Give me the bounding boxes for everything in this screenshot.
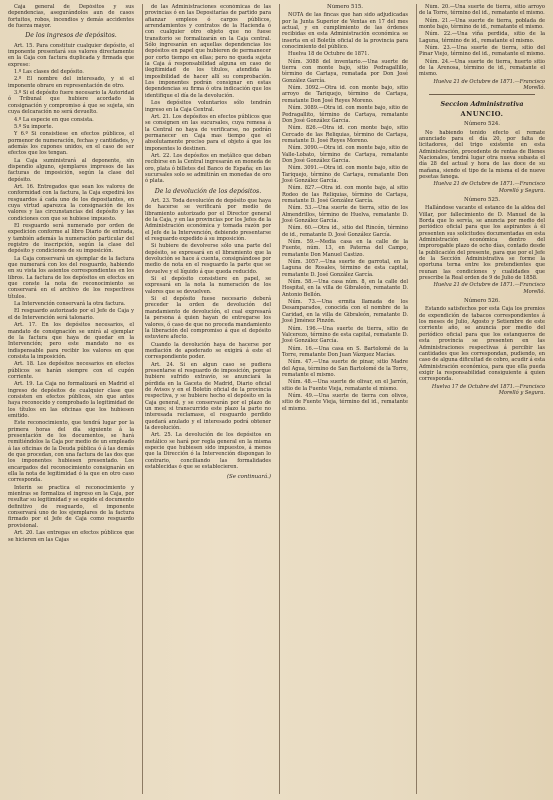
paragraph: Este reconocimiento, que tendrá lugar por la primera horas del día siguiente á la presentación de los documentos, se hará remitiéndolos la Caja por medio de un empleado á las oficinas de la Deuda pública ó á las demás de que procedan, con una factura de las dos que los imponentes hubiesen presentado. Los encargados del reconocimiento consignarán en ella la nota de legitimidad ó la que en otro caso corresponda. [8, 420, 134, 484]
paragraph: Núm. 827.—Otra id. con monte bajo, al sitio Rodeo de las Reliquias, término de Cartaya, rematante D. José González García. [282, 185, 408, 204]
paragraph: Núm. 16.—Una casa en S. Bartolomé de la Torre, rematante Don Juan Vázquez Macías. [282, 345, 408, 358]
paragraph: 5.º Su importe. [14, 123, 54, 130]
paragraph: Núm. 49.—Una suerte de tierra con olivos, sitio de Fuente Vieja, término del id., rematante el mismo. [282, 392, 408, 412]
paragraph: Huelva 18 de Octubre de 1871. [288, 51, 370, 58]
paragraph: Núm. 3089.—Otra id. con monte bajo, sitio de Pedragallito, término de Cartaya, rematante Don José González García. [282, 105, 408, 124]
section-heading: Seccion Administrativa [440, 100, 524, 109]
divider [429, 94, 535, 95]
paragraph: Si el depósito consistiere en papel, se expresará en la nota la numeración de los valores que se devuelven. [145, 276, 271, 295]
paragraph: Núm. 20.—Una suerte de tierra, sitio arroyo de la Torre, término del id., rematante el mismo. [419, 4, 545, 17]
paragraph: No habiendo tenido efecto el remate anunciado para el día 20, por falta de licitadores, del trigo existente en esta Administración, procedente de rentas de Bienes Nacionales, tendrá lugar otra nueva subasta el día 28 del actual y hora de las doce de su mañana, siendo el tipo de la misma el de nueve pesetas fanega. [419, 129, 545, 180]
paragraph: Núm. 21.—Una suerte de tierra, poblada de monte bajo, término de id., rematante el mismo. [419, 17, 545, 31]
paragraph: Art. 19. La Caja no formalizará en Madrid el ingreso de depósitos de cualquier clase que consisten en efectos públicos, sin que antes haya reconocido y comprobado la legitimidad de los títulos en las oficinas que los hubiesen emitido. [8, 381, 134, 419]
paragraph: Núm. 3088 del inventario.—Una suerte de tierra con monte bajo, sitio Pedragallillo, término de Cartaya, rematada por Don José González García. [282, 58, 408, 84]
paragraph: Si hubiere de devolverse sólo una parte del depósito, se expresará en el libramiento que la devolución se hace á cuenta, consignándose por medio de nota en el resguardo la parte que se devuelve y el líquido á que queda reducido. [145, 243, 271, 275]
paragraph: Núm. 59.—Media casa en la calle de la Fuente, núm. 13, en Paterna del Campo, rematante Don Manuel Castizo. [282, 239, 408, 258]
column-4 [416, 4, 547, 794]
paragraph: de las Administraciones económicas de las provincias ó en las Depositarías de partido para afianzar empleos ó cargos públicos, arrendamientos y contratos de la Hacienda ó con cualquier otro objeto que no fuese transitorio se formalizarán en la Caja central. Sólo ingresarán en aquellas dependencias los depósitos en papel que hubieren de permanecer por corto tiempo en ellas; pero no queda sujeta la Caja á responsabilidad alguna en caso de ilegitimidad de los títulos, atendida la imposibilidad de hacer allí su comprobación. Los imponentes podrán consignar en estas dependencias su firma ó otra indicación que los identifique el día de la devolución. [145, 4, 271, 99]
paragraph: Hallándose vacante el estanco de la aldea del Villar, por fallecimiento de D. Manuel de la Borda que lo servía, se anuncia por medio del periódico oficial para que los aspirantes á él presenten sus solicitudes documentadas en esta Administración económica dentro del improrogable plazo de ocho días, contado desde la publicación del presente, para que por el Jefe de la Sección Administrativa se forme la oportuna terna entre los pretendientes que reunan las condiciones y cualidades que prescribe la Real orden de 9 de Julio de 1858. [419, 205, 545, 282]
notice-number: Número 515. [326, 4, 364, 10]
announcement-heading: ANUNCIO. [460, 109, 504, 118]
paragraph: Art. 24. Si en algun caso se pudiera presentarse el resguardo de imposición, porque hubiere sufrido extravío, se anunciará la pérdida en la Gaceta de Madrid, Diario oficial de Avisos y en el Boletín oficial de la provincia respectiva, y se hubiere hecho el depósito en la Caja general, y se conservarán por el plazo de un mes; si transcurrido este plazo la parte no interesada reclamase, el resguardo perdido quedará anulado y el interesado podrá obtener la devolución. [145, 361, 271, 431]
column-container [6, 4, 547, 794]
paragraph: Art. 25. La devolución de los depósitos en metálico se hará por regla general en la misma especie que hubiesen sido impuestos, á menos que la Dirección ó la Intervención dispongan lo contrario, conciliando las formalidades establecidas ó que se establecieren. [145, 432, 271, 471]
paragraph: Núm. 58.—Una casa núm. 8, en la calle del Hospital, en la villa de Gibraleón, rematante D. Antonio Bellón. [282, 279, 408, 298]
notice-number: Número 526. [463, 298, 501, 305]
column-3 [279, 4, 410, 794]
notice-number: Número 524. [463, 121, 501, 128]
paragraph: Núm. 23.—Una suerte de tierra, sitio del Pinar Viejo, término del id., rematante el mismo. [419, 45, 545, 58]
paragraph: 3.º Si el depósito fuere necesario la Autoridad ó Tribunal que hubiere acordado la consignación y compromiso á que se sujeta, sin cuya delcaración no será devuelto. [8, 90, 134, 116]
section-title: De los ingresos de depósitos. [25, 32, 117, 40]
paragraph: Y 6.º Si consistiese en efectos públicos, el pormenor de numeración, fechas y cantidades, y además los cupones unidos, en el caso de ser efectos que los tengan. [8, 131, 134, 157]
paragraph: Núm. 47.—Una suerte de pinar, sitio Madre del Agua, término de San Bartolomé de la Torre, rematante el mismo. [282, 359, 408, 378]
paragraph: Núm. 3092.—Otra id. con monte bajo, sitio arroyo de Tariquejo, término de Cartaya, rematante Don José Reyes Moreno. [282, 85, 408, 104]
paragraph: Los depósitos voluntarios sólo tendrán ingreso en la Caja Central. [145, 100, 271, 113]
paragraph: Art. 17. En los depósitos necesarios, el mandato de consignación se unirá al ejemplar de la factura que haya de quedar en la Intervención; pero este mandato no es indispensable para recibir los valores en que consista la imposición. [8, 322, 134, 360]
paragraph: Art. 21. Los depósitos en efectos públicos que se consignen en las sucursales, cuya remesa á la Central no haya de verificarse, no podrán permanecer en Caja mas tiempo que el absolutamente preciso para el objeto á que los imponentes lo destinen. [145, 113, 271, 152]
paragraph: Art. 22. Los depósitos en metálico que deban recibirse en la Central ingresarán en moneda de oro, plata ó billetes del Banco de España; en las sucursales solo se admitirán en monedas de oro ó plata. [145, 152, 271, 185]
signature-line: Huelva 21 de Octubre de 1871.—Francisco Morelló y Segura. [433, 181, 545, 194]
continued-note: (Se continuará.) [226, 474, 271, 481]
paragraph: Caja general de Depósitos y sus dependencias, asegurándolos aun de casos fortuitos, robos, incendios y demás accidentes de fuerza mayor. [8, 4, 134, 30]
paragraph: 1.º Las clases del depósito. [14, 69, 84, 76]
paragraph: Núm. 60.—Otra id., sitio del Rincón, término de id., rematante D. José González García. [282, 225, 408, 238]
paragraph: 2.º El nombre del interesado, y si el imponente obrare en representación de otro. [8, 76, 134, 89]
paragraph: Núm. 48.—Una suerte de olivar, en el Jarrón, sitio de la Fuente Vieja, rematante el mismo. [282, 379, 408, 392]
signature-line: Huelva 21 de Octubre de 1871.—Francisco Morelló. [433, 78, 545, 92]
paragraph: La Caja suministrará al deponente, sin dispendio alguno, ejemplares impresos de las facturas de imposición, según la clase del depósito. [8, 157, 134, 183]
notice-number: Número 525. [463, 196, 501, 203]
paragraph: Núm. 196.—Una suerte de tierra, sitio de Valcerezo, término de esta capital, rematante D. José González García. [282, 325, 408, 345]
paragraph: Art. 16. Entregados que sean los valores de conformidad con la factura, la Caja expedirá los resguardos á cada uno de los depositantes, en cuya virtud aparezca la consignación de los valores y las circunstancias del depósito y las condiciones con que se hubiese impuesto. [8, 183, 134, 222]
column-1 [6, 4, 136, 794]
paragraph: Art. 15. Para constituir cualquier depósito, el imponente presentará sus valores directamente en la Caja con factura duplicada y firmada que exprese: [8, 42, 134, 68]
paragraph: Núm. 24.—Una suerte de tierra, huerto sitio de la Arenosa, término de id., rematante el mismo. [419, 58, 545, 78]
paragraph: 4.º La especie en que consista. [14, 116, 94, 123]
paragraph: Núm. 3057.—Una suerte de garrotal, en la Laguna de Rosales, término de esta capital, rematante D. José González García. [282, 259, 408, 278]
paragraph: La Intervención conservará la otra factura. [14, 301, 126, 308]
paragraph: Núm. 3091.—Otra id. con monte bajo, sitio de Tariquejo, término de Cartaya, rematante Don José González García. [282, 165, 408, 184]
paragraph: Cuando la devolución haya de hacerse por mediación de apoderado se exigirá á este el correspondiente poder. [145, 341, 271, 361]
section-title: De la devolución de los depósitos. [154, 187, 262, 195]
paragraph: Art. 18. Los depósitos necesarios en efectos públicos se harán siempre con el cupón corriente. [8, 361, 134, 380]
paragraph: Núm. 53.—Una suerte de tierra, sitio de los Almendrillos, término de Huelva, rematante D. José González García. [282, 205, 408, 224]
paragraph: Núm. 826.—Otra id. con monte bajo, sitio Cercado de las Reliquias, término de Cartaya, rematante D. José Reyes Moreno. [282, 125, 408, 144]
signature-line: Huelva 21 de Octubre de 1871.—Francisco Morelló. [433, 282, 545, 295]
column-2 [142, 4, 273, 794]
paragraph: El resguardo será numerado por orden de expedición conforme al libro Diario de entrada, y también además la numeración particular del registro de inscripción, según la clase del depósito y condiciones de su imposición. [8, 223, 134, 255]
signature-line: Huelva 17 de Octubre del 1871.—Francisco Morelló y Segura. [431, 383, 545, 396]
paragraph: El resguardo autorizado por el Jefe de Caja y el de Intervención será talonario. [8, 308, 134, 321]
paragraph: Art. 23. Toda devolución de depósito que haya de hacerse se verificará por medio de libramiento autorizado por el Director general de la Caja, y en las provincias por los Jefes de la Administración económica y tomada razón por el Jefe de la Intervención, debiendo presentarse el resguardo expedido á su imposición. [145, 197, 271, 243]
paragraph: La Caja conservará un ejemplar de la factura que numerará con los del resguardo, habiendo en su vista los asientos correspondientes en los libros. La factura de los depósitos en efectos en que conste la nota de reconocimiento se conservará en el archivo de los respectivos títulos. [8, 255, 134, 300]
paragraph: Estando satisfechos por esta Caja los premios de expendición de tabacos correspondientes á los meses de Julio, Agosto y Setiembre de este corriente año, se anuncia por medio del periódico oficial para que los estanqueros de esta provincia se presenten en las Administraciones respectivas á percibir las cantidades que les correspondan, pudiendo, en caso de alguna dificultad de cobro, acudir á esta Administración económica, para que ella pueda exigir la responsabilidad consiguiente á quien corresponda. [419, 306, 545, 383]
paragraph: Interin se practica el reconocimiento y mientras se formaliza el ingreso en la Caja, por resultar su legitimidad y se expide el documento definitivo de resguardo, el imponente conservará uno de los ejemplares de la factura firmado por el Jefe de Caja como resguardo provisional. [8, 484, 134, 529]
paragraph: Art. 20. Las entregas en efectos públicos que se hicieren en las Cajas [8, 530, 134, 543]
paragraph: NOTA de las fincas que han sido adjudicadas por la Junta Superior de Ventas en 17 del mes actual, y en cumplimiento de las órdenes recibidas en esta Administración económica se inserta en el Boletín oficial de la provincia para conocimiento del público. [282, 12, 408, 51]
paragraph: Núm. 73.—Una ermita llamada de los Desamparados, conocida con el nombre de la Caridad, en la villa de Gibraleón, rematante D. José Jiménez Pinzón. [282, 299, 408, 325]
paragraph: Núm. 22.—Una viña perdida, sitio de la Laguna, término de id., rematante el mismo. [419, 31, 545, 44]
paragraph: Si el depósito fuese necesario deberá preceder la orden de devolución del mandamiento de devolución, el cual expresará la persona á quien hayan de entregarse los valores, ó caso de que no proceda mandamiento la liberación del compromiso á que el depósito estuviere afecto. [145, 296, 271, 341]
paragraph: Núm. 3090.—Otra id. con monte bajo, sitio de Valle-Lobato, término de Cartaya, rematante Don José González García. [282, 145, 408, 164]
